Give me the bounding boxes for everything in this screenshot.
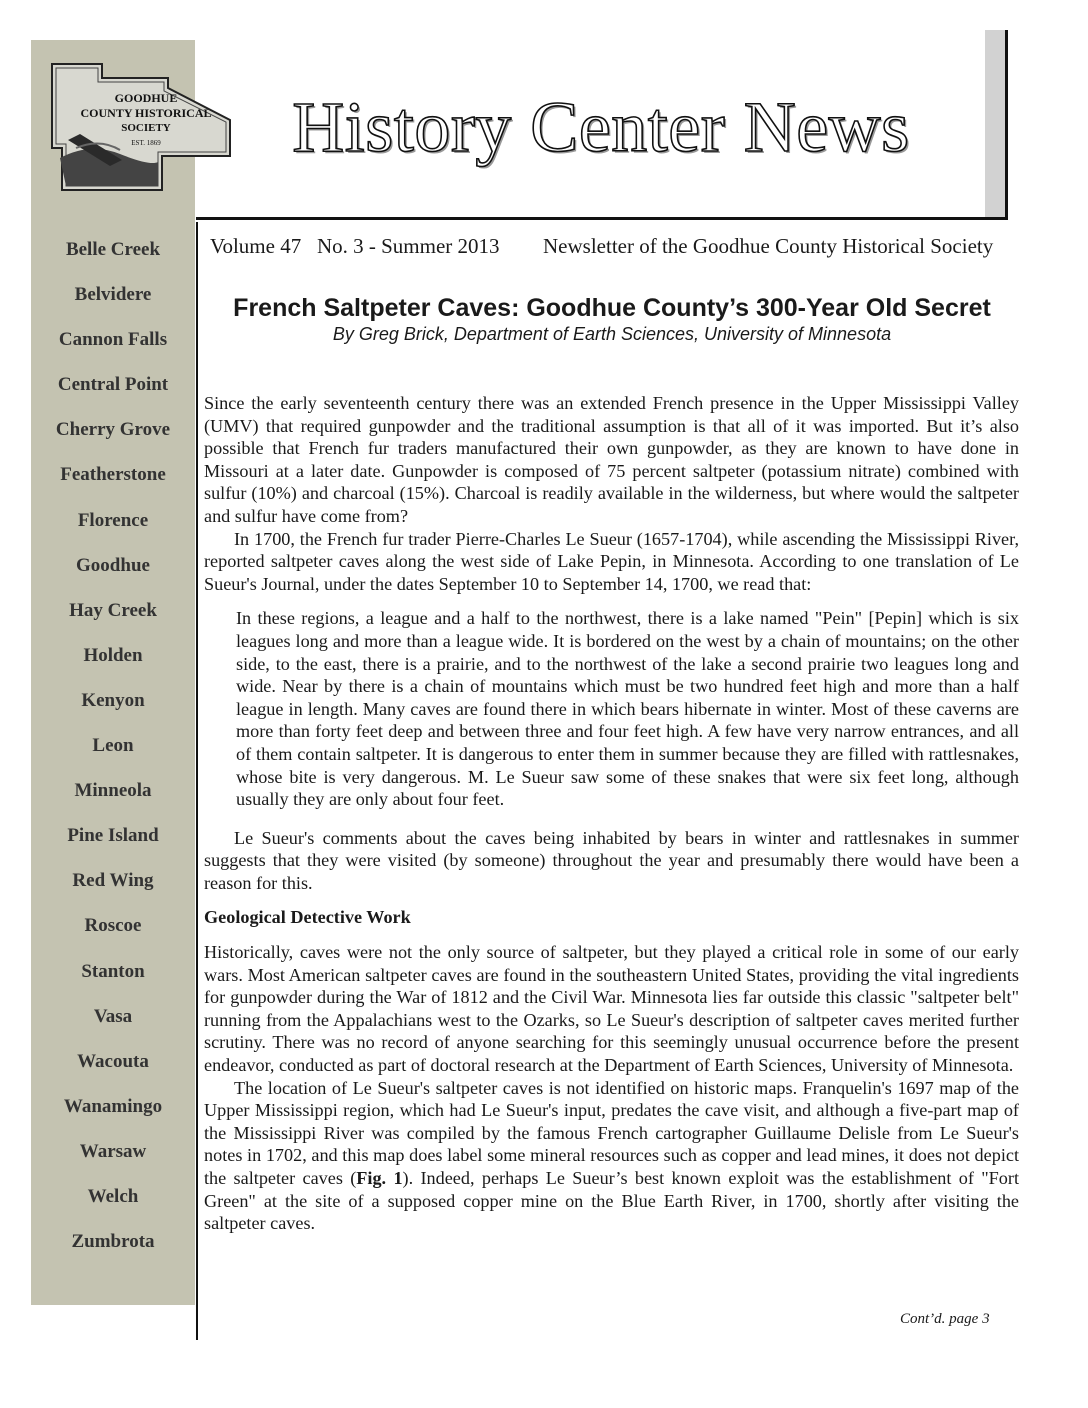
sidebar-town: Central Point [57,374,169,396]
sidebar-town: Minneola [74,780,152,802]
paragraph: In 1700, the French fur trader Pierre-Charles Le Sueur (1657-1704), while ascending the Mississippi River, reported saltpeter caves along the west side of Lake Pepin, in Minnesota. According to one translation of Le Sueur's Journal, under the dates September 10 to September 14, 1700, we read that: [204,528,1019,594]
column-divider [196,222,198,1340]
paragraph-text: The location of Le Sueur's saltpeter caves is not identified on historic maps. Franquelin's 1697 map of the Upper Mississippi region, which had Le Sueur's input, predates the cave visit, and although a five-part map of the Mississippi River was compiled by the famous French cartographer Guillaume Delisle from Le Sueur's notes in 1702, and this map does label some mineral resources such as copper and lead mines, it does not depict the saltpeter caves ( [204,1077,1019,1188]
block-quote: In these regions, a league and a half to the northwest, there is a lake named "Pein" [Pepin] which is six leagues long and more than a league wide. It is bordered on the west by a chain of mountains; on the other side, to the east, there is a prairie, and to the northwest of the lake a second prairie two leagues long and wide. Near by there is a chain of mountains which must be two hundred feet high and more than a half league in length. Many caves are found there in which bears hibernate in winter. Most of these caverns are more than forty feet deep and between three and four feet high. A few have very narrow entrances, and all of them contain saltpeter. It is dangerous to enter them in summer because they are filled with rattlesnakes, whose bite is very dangerous. M. Le Sueur saw some of these snakes that were six feet long, although usually they are only about four feet. [236,608,1019,810]
sidebar-town: Warsaw [79,1140,147,1162]
town-list [31,236,195,1273]
sidebar-town: Pine Island [67,825,159,847]
issue-volume: Volume 47 No. 3 - Summer 2013 [210,234,500,258]
figure-reference: Fig. 1 [356,1168,403,1188]
sidebar-town: Roscoe [84,915,142,937]
section-heading: Geological Detective Work [204,907,411,928]
svg-text:GOODHUE: GOODHUE [114,91,178,105]
sidebar-town: Welch [87,1185,139,1207]
sidebar-town: Hay Creek [69,599,157,621]
article-byline: By Greg Brick, Department of Earth Sciences, University of Minnesota [332,324,892,344]
sidebar-town: Leon [92,735,134,757]
sidebar-town: Florence [77,509,149,531]
sidebar-town: Belvidere [74,284,152,306]
sidebar-town: Featherstone [60,464,166,486]
paragraph: Historically, caves were not the only source of saltpeter, but they played a critical role in some of our early wars. Most American saltpeter caves are found in the southeastern United States, providing the vital ingredients for gunpowder during the War of 1812 and the Civil War. Minnesota lies far outside this classic "saltpeter belt" running from the Appalachians west to the Ozarks, so Le Sueur's description of saltpeter caves merited further scrutiny. There was no record of anyone searching for this seemingly unusual occurrence before the present endeavor, conducted as part of doctoral research at the Department of Earth Sciences, University of Minnesota. [204,942,1019,1076]
sidebar-town: Cannon Falls [58,329,168,351]
sidebar-town: Holden [83,644,143,666]
svg-text:EST. 1869: EST. 1869 [131,139,161,147]
issue-tagline: Newsletter of the Goodhue County Historical Society [543,234,994,258]
masthead-title: History Center News [292,87,910,167]
paragraph: Since the early seventeenth century there was an extended French presence in the Upper Mississippi Valley (UMV) that required gunpowder and the traditional assumption is that all of it was imported. But it’s also possible that French fur traders manufactured their own gunpowder, as they are known to have done in Missouri at a later date. Gunpowder is composed of 75 percent saltpeter (potassium nitrate) combined with sulfur (10%) and charcoal (15%). Charcoal is readily available in the wilderness, but where would the saltpeter and sulfur have come from? [204,393,1019,526]
article-body [204,392,1019,1235]
sidebar-town: Belle Creek [65,239,161,260]
svg-text:COUNTY HISTORICAL: COUNTY HISTORICAL [80,106,212,120]
svg-text:SOCIETY: SOCIETY [121,122,171,134]
paragraph-text: ). Indeed, perhaps Le Sueur’s best known exploit was the establishment of "Fort Green" at the site of a supposed copper mine on the Blue Earth River, in 1700, shortly after visiting the saltpeter caves. [204,1168,1019,1234]
sidebar-town: Kenyon [81,689,145,711]
sidebar-town: Red Wing [72,870,154,892]
sidebar-town: Wanamingo [63,1095,163,1117]
article-title: French Saltpeter Caves: Goodhue County’s 300-Year Old Secret [233,294,991,322]
continued-note: Cont’d. page 3 [900,1311,990,1327]
sidebar-town: Wacouta [77,1050,149,1072]
paragraph [204,1077,1019,1235]
sidebar-town: Zumbrota [71,1231,155,1253]
paragraph: Le Sueur's comments about the caves being inhabited by bears in winter and rattlesnakes in summer suggests that they were visited (by someone) throughout the year and presumably there would have been a reason for this. [204,827,1019,893]
sidebar-town: Cherry Grove [55,419,171,441]
sidebar-town: Goodhue [76,554,150,576]
sidebar-town: Vasa [93,1005,133,1027]
sidebar-town: Stanton [81,960,145,982]
